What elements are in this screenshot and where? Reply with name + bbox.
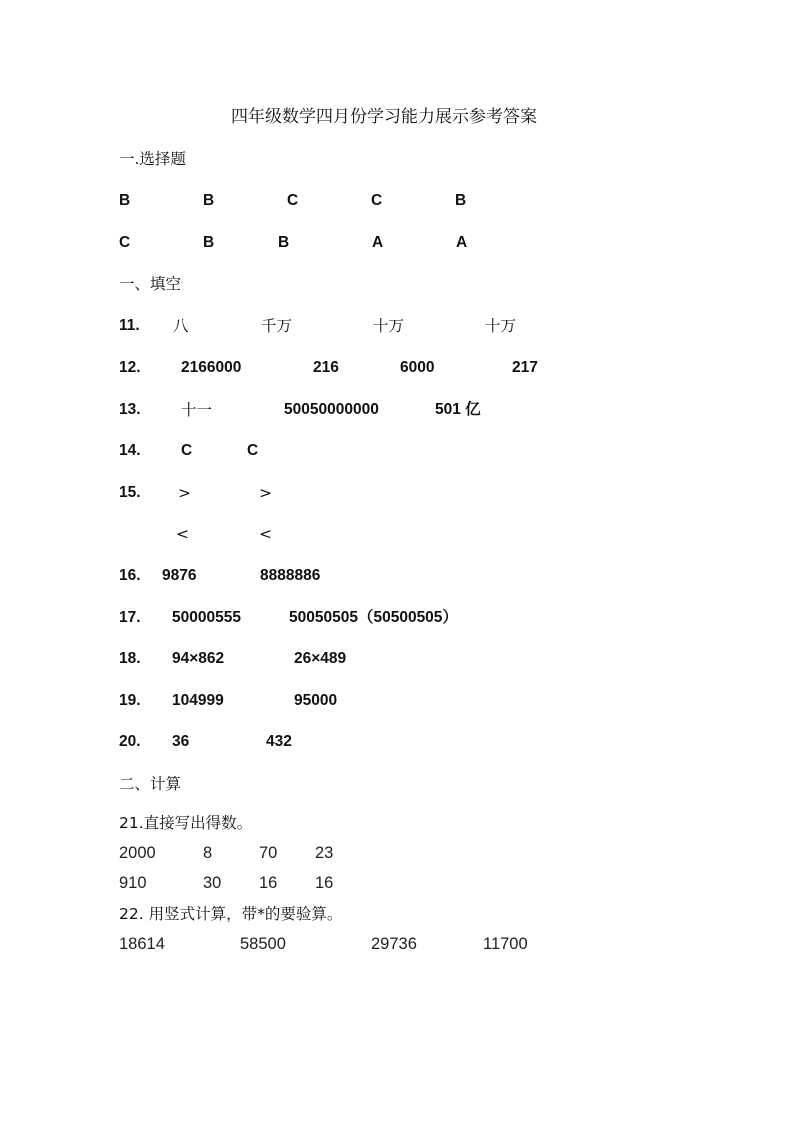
answer: 23 [315, 844, 334, 862]
answer: 58500 [240, 935, 286, 953]
answer: 十万 [373, 317, 405, 335]
answer: > [178, 484, 191, 502]
question-number: 16. [119, 567, 141, 584]
choice-answer: B [203, 234, 215, 251]
choice-answer: B [278, 234, 290, 251]
answer: 50050000000 [284, 401, 379, 418]
question-number: 15. [119, 484, 141, 501]
choice-answer: C [371, 192, 383, 209]
section-heading-calc: 二、计算 [119, 775, 182, 793]
section-heading-fill: 一、填空 [119, 275, 182, 293]
choice-answer: A [456, 234, 468, 251]
answer: 910 [119, 874, 147, 892]
answer: 216 [313, 359, 339, 376]
answer: 432 [266, 733, 292, 750]
page-title: 四年级数学四月份学习能力展示参考答案 [231, 107, 537, 127]
answer: 9876 [162, 567, 197, 584]
answer: 2166000 [181, 359, 242, 376]
answer: < [259, 525, 272, 543]
answer: < [176, 525, 189, 543]
question-number: 14. [119, 442, 141, 459]
answer: 11700 [483, 935, 528, 953]
answer: C [247, 442, 259, 459]
answer: 50050505（50500505） [289, 609, 458, 626]
answer: 十万 [485, 317, 517, 335]
answer: 16 [259, 874, 278, 892]
choice-answer: A [372, 234, 384, 251]
question-22-label: 22. 用竖式计算，带*的要验算。 [119, 905, 343, 923]
question-number: 13. [119, 401, 141, 418]
answer: 501 亿 [435, 401, 481, 418]
question-number: 11. [119, 317, 140, 334]
answer: 30 [203, 874, 222, 892]
answer: 94×862 [172, 650, 225, 667]
question-number: 20. [119, 733, 141, 750]
answer: 217 [512, 359, 538, 376]
answer: 千万 [261, 317, 293, 335]
answer: 8 [203, 844, 213, 862]
answer: 29736 [371, 935, 417, 953]
choice-answer: C [287, 192, 299, 209]
answer: 36 [172, 733, 190, 750]
answer: 26×489 [294, 650, 347, 667]
choice-answer: B [455, 192, 467, 209]
answer: 8888886 [260, 567, 321, 584]
answer: 104999 [172, 692, 224, 709]
question-number: 17. [119, 609, 141, 626]
answer: C [181, 442, 193, 459]
answer: 50000555 [172, 609, 241, 626]
answer: 八 [173, 317, 189, 335]
answer: 70 [259, 844, 278, 862]
answer: 2000 [119, 844, 156, 862]
answer: 95000 [294, 692, 338, 709]
answer: 16 [315, 874, 334, 892]
question-number: 12. [119, 359, 141, 376]
choice-answer: B [119, 192, 131, 209]
question-number: 18. [119, 650, 141, 667]
question-21-label: 21.直接写出得数。 [119, 814, 253, 832]
section-heading-choice: 一.选择题 [119, 150, 186, 168]
choice-answer: B [203, 192, 215, 209]
answer: 18614 [119, 935, 165, 953]
answer: > [259, 484, 272, 502]
choice-answer: C [119, 234, 131, 251]
answer: 十一 [181, 401, 213, 419]
answer: 6000 [400, 359, 435, 376]
question-number: 19. [119, 692, 141, 709]
